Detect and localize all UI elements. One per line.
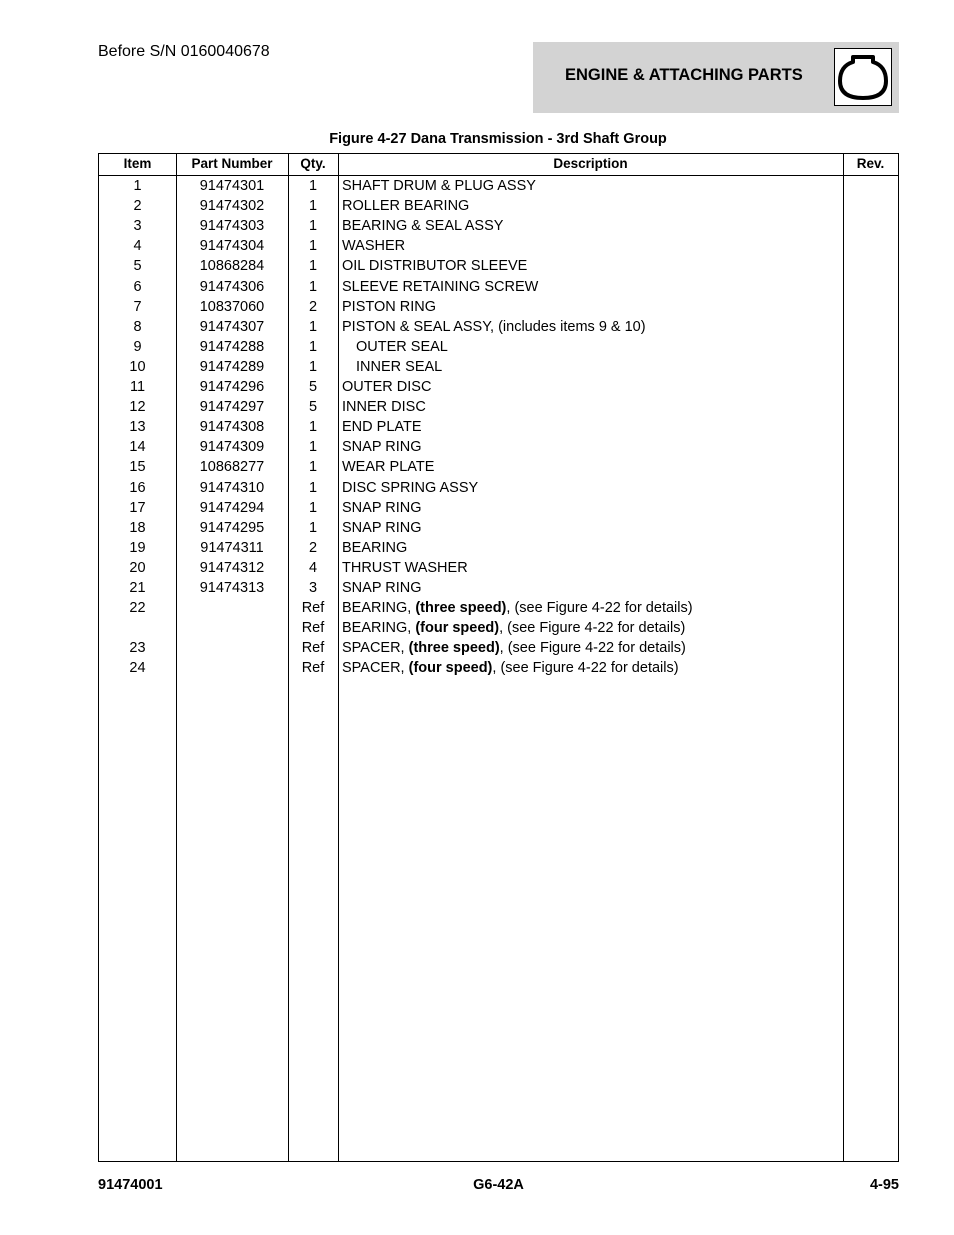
table-row bbox=[99, 297, 898, 317]
table-row bbox=[99, 437, 898, 457]
description-emphasis: (four speed) bbox=[408, 660, 493, 677]
qty-cell: 1 bbox=[308, 238, 318, 255]
item-cell: 19 bbox=[129, 539, 146, 556]
description-cell bbox=[342, 437, 842, 457]
description-cell bbox=[342, 598, 842, 618]
table-row bbox=[99, 176, 898, 196]
description-cell bbox=[342, 417, 842, 437]
part-number-cell: 91474308 bbox=[199, 419, 265, 436]
table-row bbox=[99, 457, 898, 477]
table-row bbox=[99, 618, 898, 638]
part-number-cell: 91474301 bbox=[199, 178, 265, 194]
serial-note: Before S/N 0160040678 bbox=[98, 43, 270, 60]
description-cell bbox=[356, 337, 856, 357]
col-header-qty: Qty. bbox=[300, 156, 326, 171]
part-number-cell: 91474297 bbox=[199, 399, 265, 416]
table-row bbox=[99, 578, 898, 598]
description-text: PISTON RING bbox=[342, 298, 436, 315]
description-text: OUTER SEAL bbox=[356, 338, 448, 355]
item-cell: 11 bbox=[129, 379, 146, 395]
description-cell bbox=[342, 256, 842, 276]
part-number-cell: 91474303 bbox=[199, 218, 265, 235]
qty-cell: 3 bbox=[308, 580, 318, 596]
item-cell: 21 bbox=[129, 580, 146, 596]
col-header-part-number: Part Number bbox=[191, 156, 273, 171]
description-text: BEARING bbox=[342, 539, 408, 556]
table-row bbox=[99, 196, 898, 216]
description-text: PISTON & SEAL ASSY, (includes items 9 & 10) bbox=[342, 318, 646, 335]
description-cell bbox=[342, 196, 842, 216]
qty-cell: 1 bbox=[308, 338, 318, 355]
part-number-cell: 91474309 bbox=[199, 439, 265, 456]
description-text: SPACER, bbox=[342, 660, 409, 677]
description-text: , (see Figure 4-22 for details) bbox=[506, 600, 693, 617]
part-number-cell: 91474307 bbox=[199, 318, 265, 335]
description-text: SNAP RING bbox=[342, 499, 422, 516]
description-cell bbox=[342, 176, 842, 196]
description-cell bbox=[342, 236, 842, 256]
description-text: OIL DISTRIBUTOR SLEEVE bbox=[342, 258, 528, 275]
table-row bbox=[99, 417, 898, 437]
footer-page-number: 4-95 bbox=[869, 1177, 899, 1193]
description-text: INNER DISC bbox=[342, 399, 426, 416]
description-cell bbox=[356, 357, 856, 377]
item-cell: 23 bbox=[129, 640, 146, 657]
engine-icon bbox=[834, 48, 892, 106]
description-text: ROLLER BEARING bbox=[342, 198, 470, 215]
description-cell bbox=[342, 538, 842, 558]
table-row bbox=[99, 518, 898, 538]
description-emphasis: (three speed) bbox=[408, 640, 500, 657]
qty-cell: 1 bbox=[308, 459, 318, 476]
item-cell: 20 bbox=[129, 559, 146, 576]
item-cell: 18 bbox=[129, 519, 146, 536]
item-cell: 7 bbox=[133, 298, 142, 315]
description-cell bbox=[342, 518, 842, 538]
part-number-cell: 10868277 bbox=[199, 459, 265, 476]
description-text: SNAP RING bbox=[342, 580, 422, 596]
description-cell bbox=[342, 377, 842, 397]
description-cell bbox=[342, 457, 842, 477]
table-row bbox=[99, 377, 898, 397]
description-text: BEARING, bbox=[342, 600, 416, 617]
description-text: END PLATE bbox=[342, 419, 422, 436]
footer-model: G6-42A bbox=[473, 1177, 524, 1193]
item-cell: 5 bbox=[133, 258, 142, 275]
part-number-cell: 91474313 bbox=[199, 580, 265, 596]
table-row bbox=[99, 216, 898, 236]
qty-cell: 4 bbox=[308, 559, 318, 576]
part-number-cell: 91474304 bbox=[199, 238, 265, 255]
description-text: SPACER, bbox=[342, 640, 409, 657]
part-number-cell: 91474294 bbox=[199, 499, 265, 516]
item-cell: 6 bbox=[133, 278, 142, 295]
description-cell bbox=[342, 578, 842, 598]
description-text: SHAFT DRUM & PLUG ASSY bbox=[342, 178, 536, 194]
item-cell: 10 bbox=[129, 358, 146, 375]
part-number-cell: 91474302 bbox=[199, 198, 265, 215]
qty-cell: Ref bbox=[301, 660, 325, 677]
description-text: THRUST WASHER bbox=[342, 559, 468, 576]
table-row bbox=[99, 317, 898, 337]
qty-cell: 1 bbox=[308, 258, 318, 275]
table-row bbox=[99, 397, 898, 417]
qty-cell: 1 bbox=[308, 439, 318, 456]
section-header bbox=[533, 42, 899, 113]
description-text: SLEEVE RETAINING SCREW bbox=[342, 278, 539, 295]
part-number-cell: 91474289 bbox=[199, 358, 265, 375]
description-text: BEARING, bbox=[342, 620, 416, 637]
description-cell bbox=[342, 658, 842, 678]
figure-title: Figure 4-27 Dana Transmission - 3rd Shaft Group bbox=[329, 131, 667, 147]
qty-cell: 1 bbox=[308, 358, 318, 375]
description-text: , (see Figure 4-22 for details) bbox=[499, 620, 686, 637]
part-number-cell: 91474311 bbox=[200, 539, 264, 556]
table-row bbox=[99, 478, 898, 498]
parts-table bbox=[98, 153, 899, 1162]
item-cell: 2 bbox=[133, 198, 142, 215]
description-cell bbox=[342, 317, 842, 337]
description-text: WEAR PLATE bbox=[342, 459, 435, 476]
description-emphasis: (four speed) bbox=[415, 620, 500, 637]
item-cell: 13 bbox=[129, 419, 146, 436]
description-text: WASHER bbox=[342, 238, 406, 255]
description-cell bbox=[342, 558, 842, 578]
part-number-cell: 91474288 bbox=[199, 338, 265, 355]
description-text: SNAP RING bbox=[342, 519, 422, 536]
table-row bbox=[99, 658, 898, 678]
part-number-cell: 91474310 bbox=[199, 479, 265, 496]
qty-cell: Ref bbox=[301, 640, 325, 657]
qty-cell: 1 bbox=[308, 218, 318, 235]
description-text: , (see Figure 4-22 for details) bbox=[499, 640, 686, 657]
qty-cell: 1 bbox=[308, 479, 318, 496]
footer-part-number: 91474001 bbox=[98, 1177, 163, 1193]
description-cell bbox=[342, 277, 842, 297]
item-cell: 4 bbox=[133, 238, 142, 255]
col-header-description: Description bbox=[553, 156, 628, 171]
table-row bbox=[99, 277, 898, 297]
table-row bbox=[99, 357, 898, 377]
item-cell: 1 bbox=[133, 178, 142, 194]
table-row bbox=[99, 256, 898, 276]
part-number-cell: 91474295 bbox=[199, 519, 265, 536]
item-cell: 22 bbox=[129, 600, 146, 617]
qty-cell: 1 bbox=[308, 278, 318, 295]
qty-cell: 2 bbox=[308, 539, 318, 556]
description-cell bbox=[342, 638, 842, 658]
qty-cell: 1 bbox=[308, 318, 318, 335]
part-number-cell: 91474312 bbox=[199, 559, 265, 576]
table-row bbox=[99, 638, 898, 658]
item-cell: 3 bbox=[133, 218, 142, 235]
description-emphasis: (three speed) bbox=[415, 600, 507, 617]
qty-cell: 1 bbox=[308, 419, 318, 436]
table-row bbox=[99, 236, 898, 256]
description-cell bbox=[342, 618, 842, 638]
qty-cell: 5 bbox=[308, 399, 318, 416]
part-number-cell: 10868284 bbox=[199, 258, 265, 275]
part-number-cell: 91474296 bbox=[199, 379, 265, 395]
item-cell: 15 bbox=[129, 459, 146, 476]
table-row bbox=[99, 337, 898, 357]
description-cell bbox=[342, 478, 842, 498]
description-text: SNAP RING bbox=[342, 439, 422, 456]
col-header-rev: Rev. bbox=[856, 156, 885, 171]
item-cell: 8 bbox=[133, 318, 142, 335]
description-cell bbox=[342, 216, 842, 236]
qty-cell: 2 bbox=[308, 298, 318, 315]
section-title: ENGINE & ATTACHING PARTS bbox=[565, 66, 803, 84]
item-cell: 14 bbox=[129, 439, 146, 456]
description-text: DISC SPRING ASSY bbox=[342, 479, 479, 496]
table-row bbox=[99, 558, 898, 578]
item-cell: 16 bbox=[129, 479, 146, 496]
qty-cell: Ref bbox=[301, 600, 325, 617]
qty-cell: 1 bbox=[308, 499, 318, 516]
qty-cell: 1 bbox=[308, 178, 318, 194]
qty-cell: Ref bbox=[301, 620, 325, 637]
qty-cell: 5 bbox=[308, 379, 318, 395]
description-cell bbox=[342, 498, 842, 518]
item-cell: 12 bbox=[129, 399, 146, 416]
description-cell bbox=[342, 297, 842, 317]
qty-cell: 1 bbox=[308, 198, 318, 215]
qty-cell: 1 bbox=[308, 519, 318, 536]
description-text: INNER SEAL bbox=[356, 358, 443, 375]
table-row bbox=[99, 538, 898, 558]
col-header-item: Item bbox=[123, 156, 152, 171]
part-number-cell: 91474306 bbox=[199, 278, 265, 295]
description-text: BEARING & SEAL ASSY bbox=[342, 218, 504, 235]
description-text: , (see Figure 4-22 for details) bbox=[492, 660, 679, 677]
item-cell: 24 bbox=[129, 660, 146, 677]
item-cell: 17 bbox=[129, 499, 146, 516]
table-row bbox=[99, 498, 898, 518]
table-row bbox=[99, 598, 898, 618]
description-text: OUTER DISC bbox=[342, 379, 432, 395]
part-number-cell: 10837060 bbox=[199, 298, 265, 315]
item-cell: 9 bbox=[133, 338, 142, 355]
description-cell bbox=[342, 397, 842, 417]
